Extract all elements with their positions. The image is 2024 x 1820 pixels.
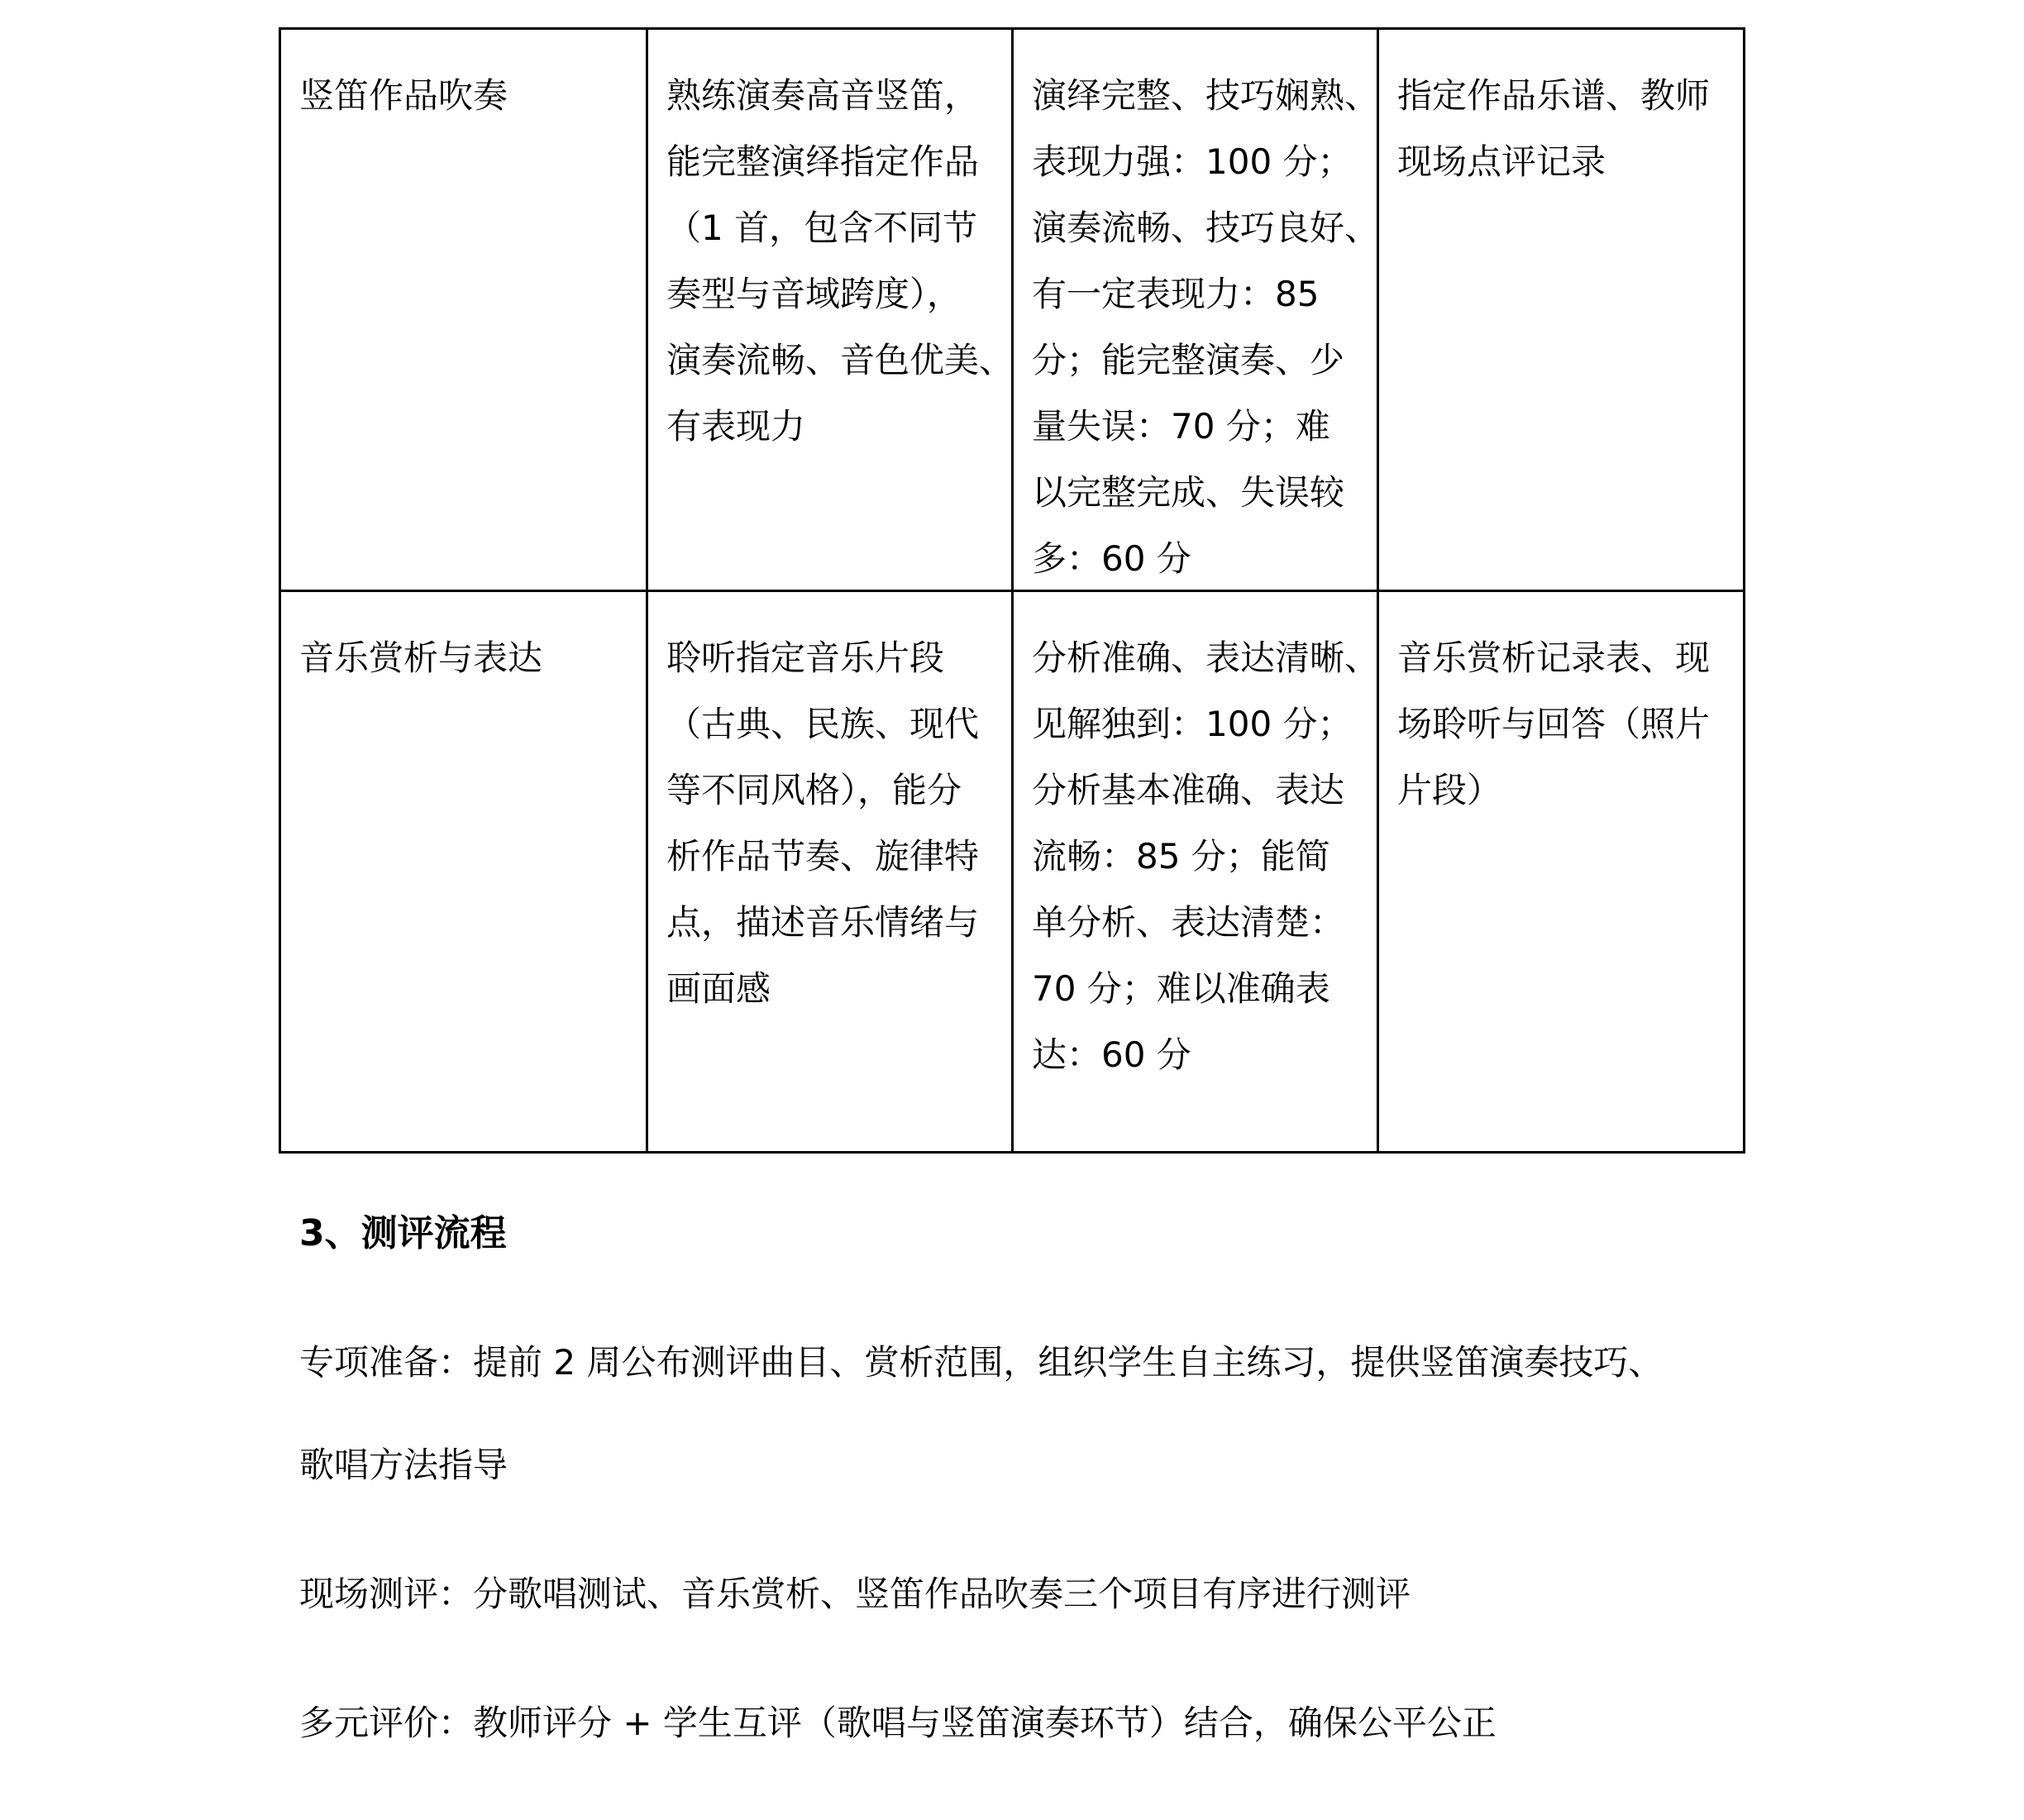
paragraph-line: 现场测评：分歌唱测试、音乐赏析、竖笛作品吹奏三个项目有序进行测评 — [299, 1574, 1411, 1614]
cell-assessment-content — [648, 592, 1014, 1151]
cell-text-line: 单分析、表达清楚： — [1032, 902, 1345, 943]
cell-text-line: 音乐赏析记录表、现 — [1397, 638, 1711, 678]
table-row — [281, 592, 1743, 1151]
cell-text-line: 析作品节奏、旋律特 — [666, 836, 980, 877]
cell-scoring-criteria — [1014, 30, 1379, 590]
cell-scoring-criteria — [1014, 592, 1379, 1151]
cell-text-line: 等不同风格），能分 — [666, 770, 962, 810]
cell-text-line: 见解独到：100 分； — [1032, 704, 1353, 744]
cell-assessment-content — [648, 30, 1014, 590]
paragraph-multi-evaluation — [299, 1672, 1497, 1775]
cell-text-line: 场聆听与回答（照片 — [1397, 704, 1711, 744]
paragraph-onsite-assessment — [299, 1543, 1411, 1646]
table-row — [281, 30, 1743, 592]
cell-assessment-item — [281, 30, 648, 590]
section-heading: 3、测评流程 — [299, 1212, 507, 1254]
paragraph-line: 多元评价：教师评分 + 学生互评（歌唱与竖笛演奏环节）结合，确保公平公正 — [299, 1703, 1497, 1743]
cell-text-line: 点，描述音乐情绪与 — [666, 902, 980, 943]
cell-text-line: 分析准确、表达清晰、 — [1032, 638, 1380, 678]
cell-text-line: 演奏流畅、音色优美、 — [666, 340, 1014, 380]
cell-text-line: 奏型与音域跨度）， — [666, 274, 962, 314]
cell-assessment-item — [281, 592, 648, 1151]
cell-text-line: 指定作品乐谱、教师 — [1397, 75, 1711, 116]
cell-text-line: 分析基本准确、表达 — [1032, 770, 1345, 810]
cell-text-line: 70 分；难以准确表 — [1032, 968, 1330, 1009]
cell-text-line: （古典、民族、现代 — [666, 704, 980, 744]
cell-text-line: 聆听指定音乐片段 — [666, 638, 945, 678]
cell-text-line: 演奏流畅、技巧良好、 — [1032, 208, 1380, 248]
cell-text-line: 画面感 — [666, 968, 771, 1009]
assessment-table — [279, 27, 1745, 1154]
cell-text-line: 现场点评记录 — [1397, 141, 1606, 182]
cell-text-line: 竖笛作品吹奏 — [299, 75, 508, 116]
cell-evidence — [1379, 592, 1743, 1151]
cell-text-line: 音乐赏析与表达 — [299, 638, 543, 678]
cell-text-line: 片段） — [1397, 770, 1502, 810]
cell-text-line: 能完整演绎指定作品 — [666, 141, 980, 182]
paragraph-line: 歌唱方法指导 — [299, 1445, 508, 1485]
paragraph-preparation — [299, 1311, 1663, 1517]
cell-text-line: 达：60 分 — [1032, 1034, 1191, 1075]
cell-text-line: 以完整完成、失误较 — [1032, 472, 1345, 513]
cell-text-line: （1 首，包含不同节 — [666, 208, 978, 248]
paragraph-line: 专项准备：提前 2 周公布测评曲目、赏析范围，组织学生自主练习，提供竖笛演奏技巧、 — [299, 1342, 1664, 1383]
cell-text-line: 演绎完整、技巧娴熟、 — [1032, 75, 1380, 116]
cell-text-line: 多：60 分 — [1032, 538, 1191, 579]
cell-text-line: 表现力强：100 分； — [1032, 141, 1353, 182]
cell-text-line: 量失误：70 分；难 — [1032, 406, 1330, 447]
cell-evidence — [1379, 30, 1743, 590]
cell-text-line: 流畅：85 分；能简 — [1032, 836, 1330, 877]
cell-text-line: 有一定表现力：85 — [1032, 274, 1320, 314]
cell-text-line: 分；能完整演奏、少 — [1032, 340, 1345, 380]
cell-text-line: 熟练演奏高音竖笛， — [666, 75, 980, 116]
cell-text-line: 有表现力 — [666, 406, 806, 447]
